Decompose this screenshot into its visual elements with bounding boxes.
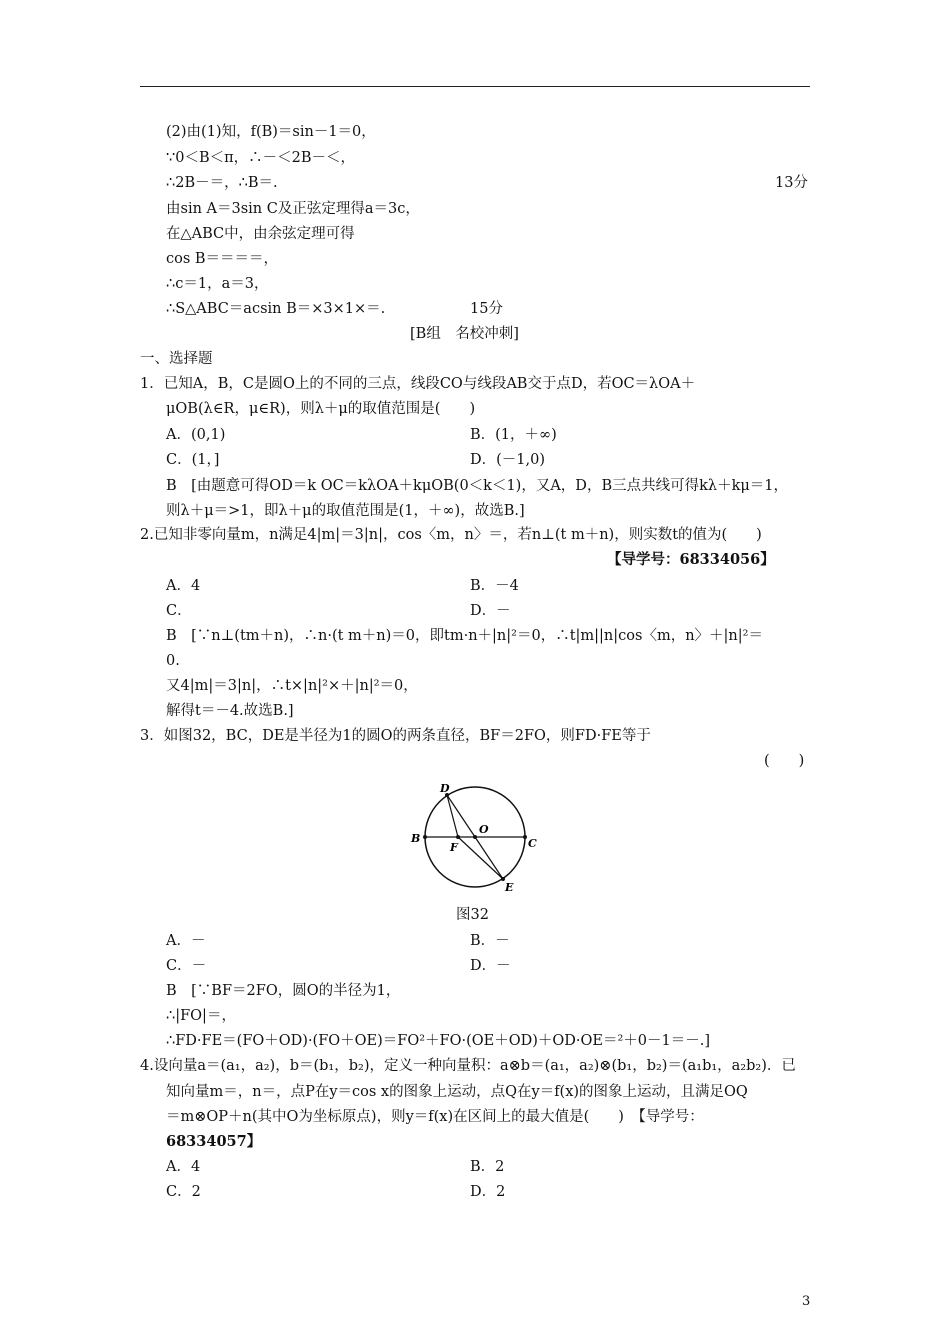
answer-line: 则λ＋μ＝>1，即λ＋μ的取值范围是(1，＋∞)，故选B.]: [166, 503, 525, 519]
solution-line: ∵0＜B＜π，∴－＜2B－＜，: [166, 150, 356, 166]
option-b: B．(1，＋∞): [470, 427, 557, 443]
option-d: D．(－1,0): [470, 452, 545, 468]
option-d: D．－: [470, 603, 511, 619]
question-stem: 4.设向量a＝(a₁，a₂)，b＝(b₁，b₂)，定义一种向量积：a⊗b＝(a₁，a₂)⊗(b₁，b₂)＝(a₁b₁，a₂b₂)．已: [140, 1058, 796, 1074]
answer-line: 又4|m|＝3|n|，∴t×|n|²×＋|n|²＝0，: [166, 678, 418, 694]
solution-line: ∴c＝1，a＝3，: [166, 276, 269, 292]
reference-number: 【导学号：68334056】: [607, 551, 775, 568]
solution-line: ∴2B－＝，∴B＝.: [166, 175, 278, 191]
question-stem: 2.已知非零向量m，n满足4|m|＝3|n|，cos〈m，n〉＝，若n⊥(t m＋n)，则实数t的值为( ): [140, 527, 762, 543]
label-c: C: [528, 837, 537, 850]
score-label: 13分: [775, 175, 808, 191]
option-a: A．4: [166, 578, 201, 594]
answer-line: B [由题意可得OD＝k OC＝kλOA＋kμOB(0＜k＜1)，又A，D，B三点共线可得kλ＋kμ＝1，: [166, 478, 789, 494]
label-d: D: [440, 782, 450, 795]
option-a: A．－: [166, 933, 206, 949]
option-b: B．－4: [470, 578, 519, 594]
solution-line: (2)由(1)知，f(B)＝sin－1＝0，: [166, 124, 376, 140]
answer-line: 解得t＝－4.故选B.]: [166, 703, 294, 719]
section-title: 一、选择题: [140, 351, 213, 367]
option-d: D．－: [470, 958, 511, 974]
option-c: C．: [166, 603, 192, 619]
question-stem: 1．已知A，B，C是圆O上的不同的三点，线段CO与线段AB交于点D，若OC＝λOA＋: [140, 376, 696, 392]
option-c: C．(1，]: [166, 452, 220, 468]
option-c: C．2: [166, 1184, 201, 1200]
answer-line: 0.: [166, 653, 180, 669]
label-o: O: [479, 823, 489, 836]
circle-diagram: [405, 780, 545, 895]
solution-line: cos B＝＝＝＝，: [166, 251, 279, 267]
solution-line: 由sin A＝3sin C及正弦定理得a＝3c，: [166, 201, 420, 217]
option-d: D．2: [470, 1184, 506, 1200]
question-stem: ＝m⊗OP＋n(其中O为坐标原点)，则y＝f(x)在区间上的最大值是( ) 【导学号：: [166, 1109, 704, 1125]
option-c: C．－: [166, 958, 207, 974]
figure-caption: 图32: [456, 907, 489, 923]
question-stem: 知向量m＝，n＝，点P在y＝cos x的图象上运动，点Q在y＝f(x)的图象上运动，且满足OQ: [166, 1084, 748, 1100]
solution-line: ∴S△ABC＝acsin B＝×3×1×＝.: [166, 301, 386, 317]
answer-line: ∴|FO|＝，: [166, 1008, 236, 1024]
answer-line: B [∵BF＝2FO，圆O的半径为1，: [166, 983, 401, 999]
answer-paren: ( ): [764, 753, 805, 769]
option-b: B．－: [470, 933, 510, 949]
option-b: B．2: [470, 1159, 505, 1175]
label-e: E: [505, 881, 514, 894]
label-f: F: [450, 841, 458, 854]
score-label: 15分: [470, 301, 503, 317]
question-stem: 3．如图32，BC，DE是半径为1的圆O的两条直径，BF＝2FO，则FD·FE等于: [140, 728, 651, 744]
reference-number: 68334057】: [166, 1133, 262, 1150]
question-stem: μOB(λ∈R，μ∈R)，则λ＋μ的取值范围是( ): [166, 401, 476, 417]
answer-line: ∴FD·FE＝(FO＋OD)·(FO＋OE)＝FO²＋FO·(OE＋OD)＋OD·OE＝²＋0－1＝－.]: [166, 1033, 711, 1049]
group-title: [B组 名校冲刺]: [410, 326, 519, 342]
page-number: 3: [802, 1294, 811, 1309]
header-rule: [140, 86, 810, 87]
option-a: A．4: [166, 1159, 201, 1175]
answer-line: B [∵n⊥(tm＋n)，∴n·(t m＋n)＝0，即tm·n＋|n|²＝0，∴t|m||n|cos〈m，n〉＋|n|²＝: [166, 628, 763, 644]
solution-line: 在△ABC中，由余弦定理可得: [166, 226, 355, 242]
option-a: A．(0,1): [166, 427, 226, 443]
label-b: B: [411, 832, 421, 845]
